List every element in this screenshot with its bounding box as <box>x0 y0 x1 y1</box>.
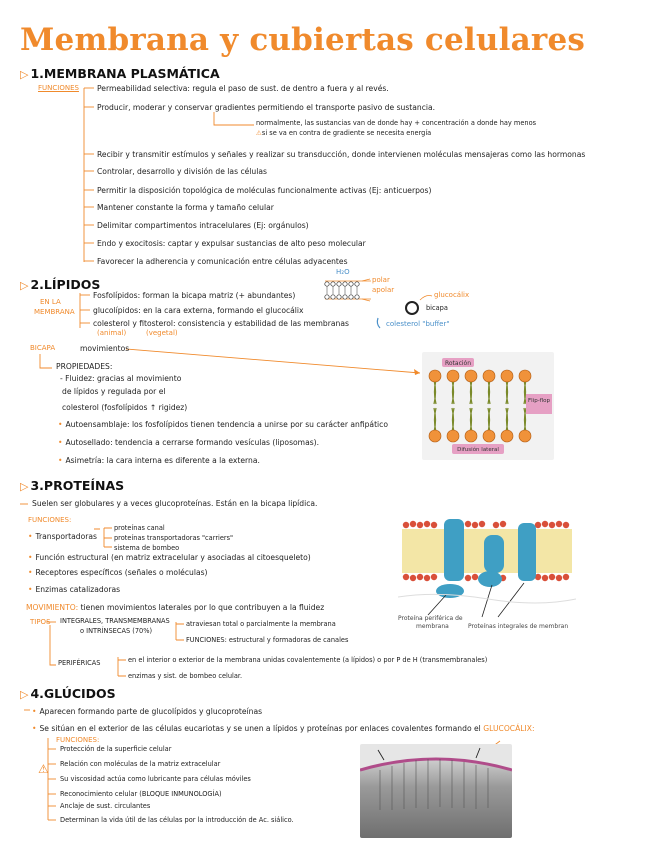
membrana-item: Producir, moderar y conservar gradientes permitiendo el transporte pasivo de sustancia. <box>97 103 436 112</box>
glucocalix-funcion: Protección de la superficie celular <box>60 745 172 753</box>
propiedad-item: • Autoensamblaje: los fosfolípidos tienen tendencia a unirse por su carácter anfipático <box>58 420 388 429</box>
en-la-label: EN LA <box>40 298 61 306</box>
flipflop-label: Flip-flop <box>527 398 551 404</box>
membrana-label: MEMBRANA <box>34 308 75 316</box>
bicapa-label: BICAPA <box>30 344 56 352</box>
movimientos-text: movimientos <box>80 344 130 353</box>
movimiento-label: MOVIMIENTO: <box>26 603 79 612</box>
fluidez-line: colesterol (fosfolípidos ↑ rigidez) <box>62 403 188 412</box>
propiedad-text: Autoensamblaje: los fosfolípidos tienen tendencia a unirse por su carácter anfipático <box>65 420 388 429</box>
transportadora-subitem: sistema de bombeo <box>114 544 180 552</box>
section-heading-text: 4.GLÚCIDOS <box>30 686 116 701</box>
section-heading-text: 1.MEMBRANA PLASMÁTICA <box>30 66 220 81</box>
transportadora-subitem: proteínas transportadoras "carriers" <box>114 534 234 542</box>
glucocalix-label: GLUCOCÁLIX: <box>483 724 535 733</box>
propiedades-label: PROPIEDADES: <box>56 362 113 371</box>
periferica-caption-2: membrana <box>416 623 449 630</box>
glucocalix-funcion: Anclaje de sust. circulantes <box>60 802 151 810</box>
proteina-funcion-text: Enzimas catalizadoras <box>35 585 121 594</box>
warning-icon: ⚠ <box>38 762 49 776</box>
glucocalix-funcion: Su viscosidad actúa como lubricante para células móviles <box>60 775 251 783</box>
glucocalix-label: glucocálix <box>434 291 470 299</box>
glucocalix-micrograph <box>360 744 512 838</box>
glucidos-text: Se sitúan en el exterior de las células eucariotas y se unen a lípidos y proteínas por enlaces covalentes formando el <box>39 724 481 733</box>
glucidos-item: • Se sitúan en el exterior de las células eucariotas y se unen a lípidos y proteínas por enlaces covalentes formando el GLUCOCÁLIX: <box>32 724 535 733</box>
rotacion-label: Rotación <box>444 360 472 367</box>
proteinas-intro: Suelen ser globulares y a veces glucoproteínas. Están en la bicapa lipídica. <box>32 499 318 508</box>
h2o-label: H₂O <box>336 268 350 276</box>
section-heading-text: 2.LÍPIDOS <box>30 277 101 292</box>
warning-icon: ⚠ <box>256 129 262 137</box>
animal-label: (animal) <box>97 329 127 337</box>
membrana-subitem: normalmente, las sustancias van de donde hay + concentración a donde hay menos <box>256 119 537 127</box>
lipid-bilayer-figure <box>422 352 554 460</box>
proteina-funcion-item: • Receptores específicos (señales o moléculas) <box>28 568 208 577</box>
propiedad-text: Asimetría: la cara interna es diferente a la externa. <box>65 456 260 465</box>
transportadora-subitem: proteínas canal <box>114 524 165 532</box>
glucocalix-funcion: Determinan la vida útil de las células por la introducción de Ac. siálico. <box>60 816 294 824</box>
membrana-item: Favorecer la adherencia y comunicación entre células adyacentes <box>97 257 348 266</box>
triangle-icon: ▷ <box>20 688 29 701</box>
proteina-funcion-item: • Enzimas catalizadoras <box>28 585 121 594</box>
section-heading-text: 3.PROTEÍNAS <box>30 478 125 493</box>
propiedad-text: Autosellado: tendencia a cerrarse formando vesículas (liposomas). <box>65 438 320 447</box>
section-heading-lipidos <box>20 277 100 292</box>
triangle-icon: ▷ <box>20 68 29 81</box>
proteina-funcion-text: Función estructural (en matriz extracelular y asociadas al citoesqueleto) <box>35 553 311 562</box>
membrana-item: Delimitar compartimentos intracelulares (Ej: orgánulos) <box>97 221 309 230</box>
transportadoras-label: • Transportadoras <box>28 532 97 541</box>
vegetal-label: (vegetal) <box>146 329 178 337</box>
membrana-item: Recibir y transmitir estímulos y señales y realizar su transducción, donde intervienen moléculas mensajeras como las hormonas <box>97 150 586 159</box>
page-title: Membrana y cubiertas celulares <box>20 22 586 58</box>
fluidez-line: de lípidos y regulada por el <box>62 387 166 396</box>
protein-membrane-figure <box>398 515 576 637</box>
apolar-label: apolar <box>372 286 395 294</box>
polar-label: polar <box>372 276 390 284</box>
membrana-item: Permitir la disposición topológica de moléculas funcionalmente activas (Ej: anticuerpos) <box>97 186 432 195</box>
lipid-item: colesterol y fitosterol: consistencia y estabilidad de las membranas <box>93 319 349 328</box>
triangle-icon: ▷ <box>20 480 29 493</box>
perifericas-label: PERIFÉRICAS <box>58 659 101 667</box>
funciones-label: FUNCIONES <box>38 84 79 92</box>
perifericas-desc-2: enzimas y sist. de bombeo celular. <box>128 672 243 680</box>
periferica-caption: Proteína periférica de <box>398 615 463 622</box>
tipos-label: TIPOS <box>30 618 51 626</box>
membrana-item: Controlar, desarrollo y división de las células <box>97 167 267 176</box>
membrana-item: Endo y exocitosis: captar y expulsar sustancias de alto peso molecular <box>97 239 366 248</box>
integrales-label-2: o INTRÍNSECAS (70%) <box>80 627 153 635</box>
glucidos-item: • Aparecen formando parte de glucolípidos y glucoproteínas <box>32 707 263 716</box>
glucocalix-funcion: Relación con moléculas de la matriz extracelular <box>60 760 221 768</box>
bicapa-small-label: bicapa <box>426 304 448 312</box>
membrana-item: Permeabilidad selectiva: regula el paso de sust. de dentro a fuera y al revés. <box>97 84 389 93</box>
glucidos-text: Aparecen formando parte de glucolípidos y glucoproteínas <box>39 707 263 716</box>
transportadoras-text: Transportadoras <box>35 532 97 541</box>
proteina-funcion-item: • Función estructural (en matriz extracelular y asociadas al citoesqueleto) <box>28 553 311 562</box>
membrana-subitem-text: si se va en contra de gradiente se necesita energía <box>261 129 432 137</box>
section-heading-membrana <box>20 66 220 81</box>
lipid-item: Fosfolípidos: forman la bicapa matriz (+ abundantes) <box>93 291 296 300</box>
propiedad-item: • Asimetría: la cara interna es diferente a la externa. <box>58 456 260 465</box>
integrales-caption: Proteínas integrales de membran <box>468 623 569 630</box>
section-heading-proteinas <box>20 478 124 493</box>
triangle-icon: ▷ <box>20 279 29 292</box>
perifericas-desc: en el interior o exterior de la membrana unidas covalentemente (a lípidos) o por P de H (transmembranales) <box>128 656 488 664</box>
propiedad-item: • Autosellado: tendencia a cerrarse formando vesículas (liposomas). <box>58 438 320 447</box>
difusion-label: Difusión lateral <box>457 447 499 453</box>
membrana-subitem <box>256 129 431 138</box>
integrales-label: INTEGRALES, TRANSMEMBRANAS <box>60 617 170 625</box>
section-heading-glucidos <box>20 686 116 701</box>
fluidez-line: - Fluidez: gracias al movimiento <box>60 374 182 383</box>
integrales-desc: atraviesan total o parcialmente la membrana <box>186 620 336 628</box>
funciones-label: FUNCIONES: <box>56 736 100 744</box>
funciones-label: FUNCIONES: <box>28 516 72 524</box>
integrales-funciones: FUNCIONES: estructural y formadoras de canales <box>186 636 349 644</box>
membrana-item: Mantener constante la forma y tamaño celular <box>97 203 274 212</box>
colesterol-buffer-label: colesterol "buffer" <box>386 320 450 328</box>
glucocalix-funcion: Reconocimiento celular (BLOQUE INMUNOLOGÍA) <box>60 790 222 798</box>
lipid-item: glucolípidos: en la cara externa, formando el glucocálix <box>93 306 304 315</box>
movimiento-text: tienen movimientos laterales por lo que contribuyen a la fluidez <box>80 603 325 612</box>
movimiento-line <box>26 603 324 612</box>
proteina-funcion-text: Receptores específicos (señales o moléculas) <box>35 568 208 577</box>
